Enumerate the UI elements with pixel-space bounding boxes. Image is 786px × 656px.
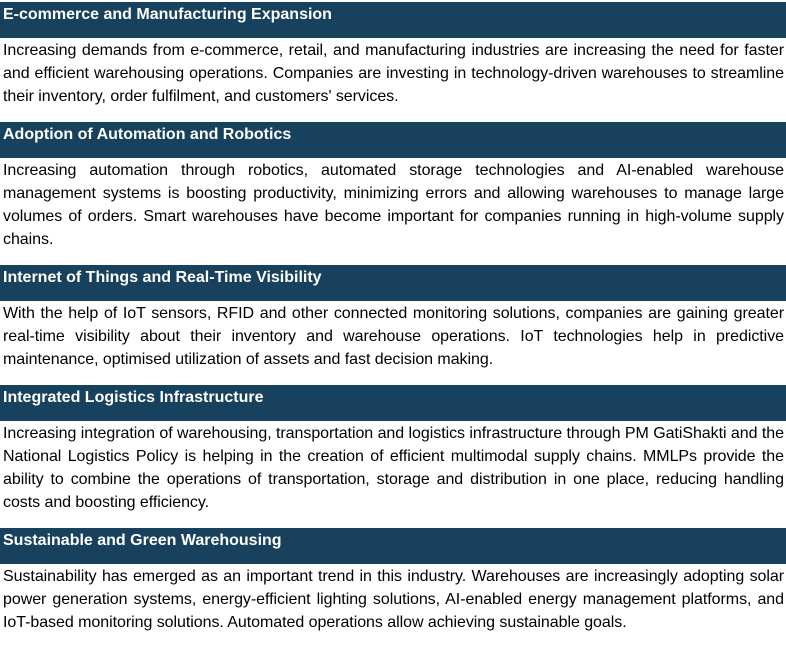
- section-heading: E-commerce and Manufacturing Expansion: [0, 2, 786, 38]
- section-green-warehousing: [0, 528, 786, 634]
- section-heading: Adoption of Automation and Robotics: [0, 122, 786, 158]
- section-paragraph: Increasing automation through robotics, automated storage technologies and AI-enabled warehouse management systems is boosting productivity, minimizing errors and allowing warehouses to manage large volumes of orders. Smart warehouses have become important for companies running in high-volume supply chains.: [3, 162, 784, 248]
- section-ecommerce-manufacturing: [0, 2, 786, 108]
- section-heading: Sustainable and Green Warehousing: [0, 528, 786, 564]
- section-heading: Integrated Logistics Infrastructure: [0, 385, 786, 421]
- section-paragraph: Increasing demands from e-commerce, retail, and manufacturing industries are increasing the need for faster and efficient warehousing operations. Companies are investing in technology-driven warehouses to streamline their inventory, order fulfilment, and customers' services.: [3, 42, 784, 105]
- section-iot-visibility: [0, 265, 786, 371]
- section-logistics-infrastructure: [0, 385, 786, 514]
- section-paragraph: With the help of IoT sensors, RFID and other connected monitoring solutions, companies are gaining greater real-time visibility about their inventory and warehouse operations. IoT technologies help in predictive maintenance, optimised utilization of assets and fast decision making.: [3, 305, 784, 368]
- section-automation-robotics: [0, 122, 786, 251]
- section-paragraph: Sustainability has emerged as an important trend in this industry. Warehouses are increasingly adopting solar power generation systems, energy-efficient lighting solutions, AI-enabled energy management platforms, and IoT-based monitoring solutions. Automated operations allow achieving sustainable goals.: [3, 568, 784, 631]
- section-heading: Internet of Things and Real-Time Visibility: [0, 265, 786, 301]
- section-paragraph: Increasing integration of warehousing, transportation and logistics infrastructure through PM GatiShakti and the National Logistics Policy is helping in the creation of efficient multimodal supply chains. MMLPs provide the ability to combine the operations of transportation, storage and distribution in one place, reducing handling costs and boosting efficiency.: [3, 425, 784, 511]
